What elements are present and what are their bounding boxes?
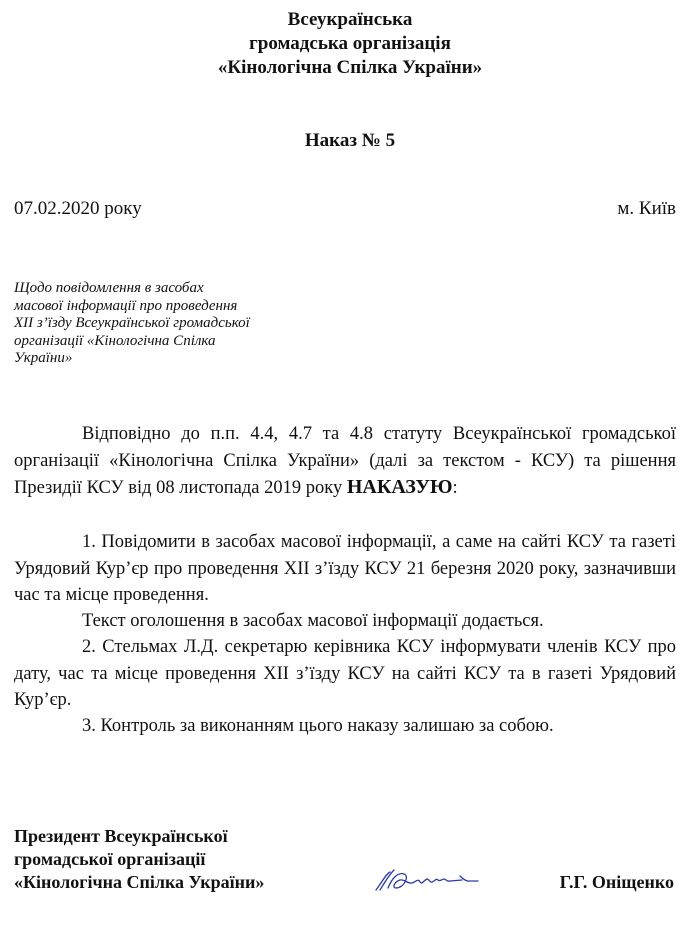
signatory-line: громадської організації	[14, 849, 206, 869]
order-item-3: 3. Контроль за виконанням цього наказу залишаю за собою.	[82, 716, 554, 736]
order-title: Наказ № 5	[304, 130, 396, 151]
order-item-2: 2. Стельмах Л.Д. секретарю керівника КСУ інформувати членів КСУ про дату, час та місце проведення ХІІ з’їзду КСУ на сайті КСУ та в газеті Урядовий Кур’єр.	[14, 637, 676, 710]
signer-name: Г.Г. Оніщенко	[559, 872, 674, 892]
signatory-line: «Кінологічна Спілка України»	[14, 872, 265, 892]
org-line: громадська організація	[249, 33, 451, 54]
intro-end: :	[452, 478, 458, 498]
order-item-1: 1. Повідомити в засобах масової інформації, а саме на сайті КСУ та газеті Урядовий Кур’єр про проведення ХІІ з’їзду КСУ 21 березня 2020 року, зазначивши час та місце проведення.	[14, 532, 676, 605]
org-line: «Кінологічна Спілка України»	[217, 57, 483, 78]
organization-header	[0, 8, 700, 80]
intro-paragraph	[14, 421, 676, 502]
intro-text: Відповідно до п.п. 4.4, 4.7 та 4.8 статуту Всеукраїнської громадської організації «Кінологічна Спілка України» (далі за текстом - КСУ) та рішення Президії КСУ від 08 листопада 2019 року	[14, 424, 676, 498]
order-city: м. Київ	[617, 198, 676, 219]
subject-line: ХІІ з’їзду Всеукраїнської громадської	[14, 315, 250, 331]
subject-line: організації «Кінологічна Спілка	[14, 332, 216, 349]
order-item-1-note: Текст оголошення в засобах масової інформації додається.	[82, 611, 544, 631]
order-subject	[14, 280, 314, 368]
subject-line: Щодо повідомлення в засобах	[14, 280, 204, 296]
signatory-title	[14, 825, 264, 894]
order-date: 07.02.2020 року	[14, 198, 142, 219]
subject-line: України»	[14, 350, 73, 366]
handwritten-signature	[374, 864, 484, 896]
subject-line: масової інформації про проведення	[14, 297, 238, 314]
order-keyword: НАКАЗУЮ	[346, 476, 453, 498]
org-line: Всеукраїнська	[287, 9, 413, 30]
signatory-line: Президент Всеукраїнської	[14, 826, 228, 846]
